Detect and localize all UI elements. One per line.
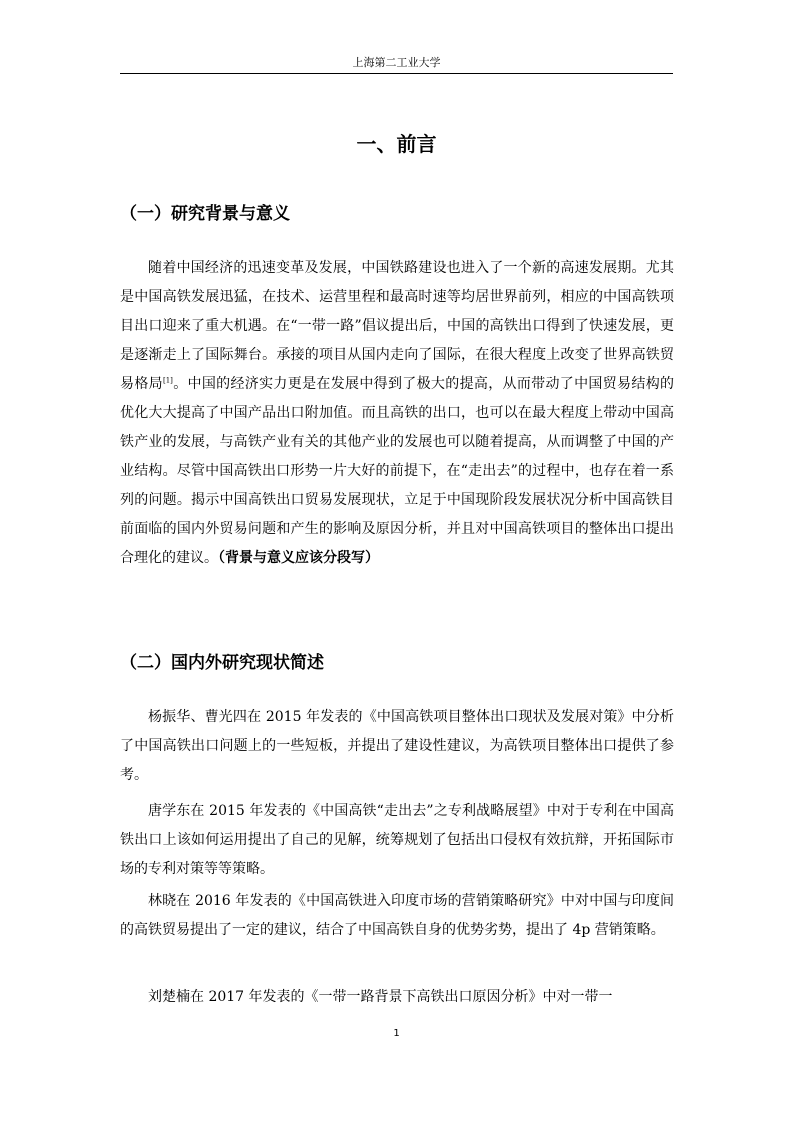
paragraph-text-continued: 。中国的经济实力更是在发展中得到了极大的提高，从而带动了中国贸易结构的优化大大提高了中国产品出口附加值。而且高铁的出口，也可以在最大程度上带动中国高铁产业的发展，与高铁产业有关的其他产业的发展也可以随着提高，从而调整了中国的产业结构。尽管中国高铁出口形势一片大好的前提下，在“走出去”的过程中，也存在着一系列的问题。揭示中国高铁出口贸易发展现状，立足于中国现阶段发展状况分析中国高铁目前面临的国内外贸易问题和产生的影响及原因分析，并且对中国高铁项目的整体出口提出合理化的建议。 (120, 376, 675, 566)
editor-note: （背景与意义应该分段写） (218, 550, 379, 566)
paragraph-liu-chunan: 刘楚楠在 2017 年发表的《一带一路背景下高铁出口原因分析》中对一带一 (148, 989, 613, 1005)
paragraph-text: 随着中国经济的迅速变革及发展，中国铁路建设也进入了一个新的高速发展期。尤其是中国高铁发展迅猛，在技术、运营里程和最高时速等均居世界前列，相应的中国高铁项目出口迎来了重大机遇。在“一带一路”倡议提出后，中国的高铁出口得到了快速发展，更是逐渐走上了国际舞台。承接的项目从国内走向了国际，在很大程度上改变了世界高铁贸易格局 (120, 260, 674, 392)
page-number: 1 (393, 1028, 400, 1039)
section-heading-background: （一）研究背景与意义 (120, 204, 290, 224)
citation-reference: [1] (162, 376, 173, 385)
chapter-title: 一、前言 (356, 132, 437, 156)
section-heading-research-status: （二）国内外研究现状简述 (120, 653, 324, 673)
paragraph-yang-zhenhua: 杨振华、曹光四在 2015 年发表的《中国高铁项目整体出口现状及发展对策》中分析了中国高铁出口问题上的一些短板，并提出了建设性建议，为高铁项目整体出口提供了参考。 (120, 709, 674, 783)
header-divider (120, 73, 673, 74)
running-header: 上海第二工业大学 (352, 56, 441, 69)
paragraph-background (120, 254, 674, 573)
paragraph-tang-xuedong: 唐学东在 2015 年发表的《中国高铁“走出去”之专利战略展望》中对于专利在中国高铁出口上该如何运用提出了自己的见解，统筹规划了包括出口侵权有效抗辩，开拓国际市场的专利对策等等策略。 (120, 803, 674, 877)
paragraph-lin-xiao: 林晓在 2016 年发表的《中国高铁进入印度市场的营销策略研究》中对中国与印度间的高铁贸易提出了一定的建议，结合了中国高铁自身的优势劣势，提出了 4p 营销策略。 (120, 893, 674, 938)
